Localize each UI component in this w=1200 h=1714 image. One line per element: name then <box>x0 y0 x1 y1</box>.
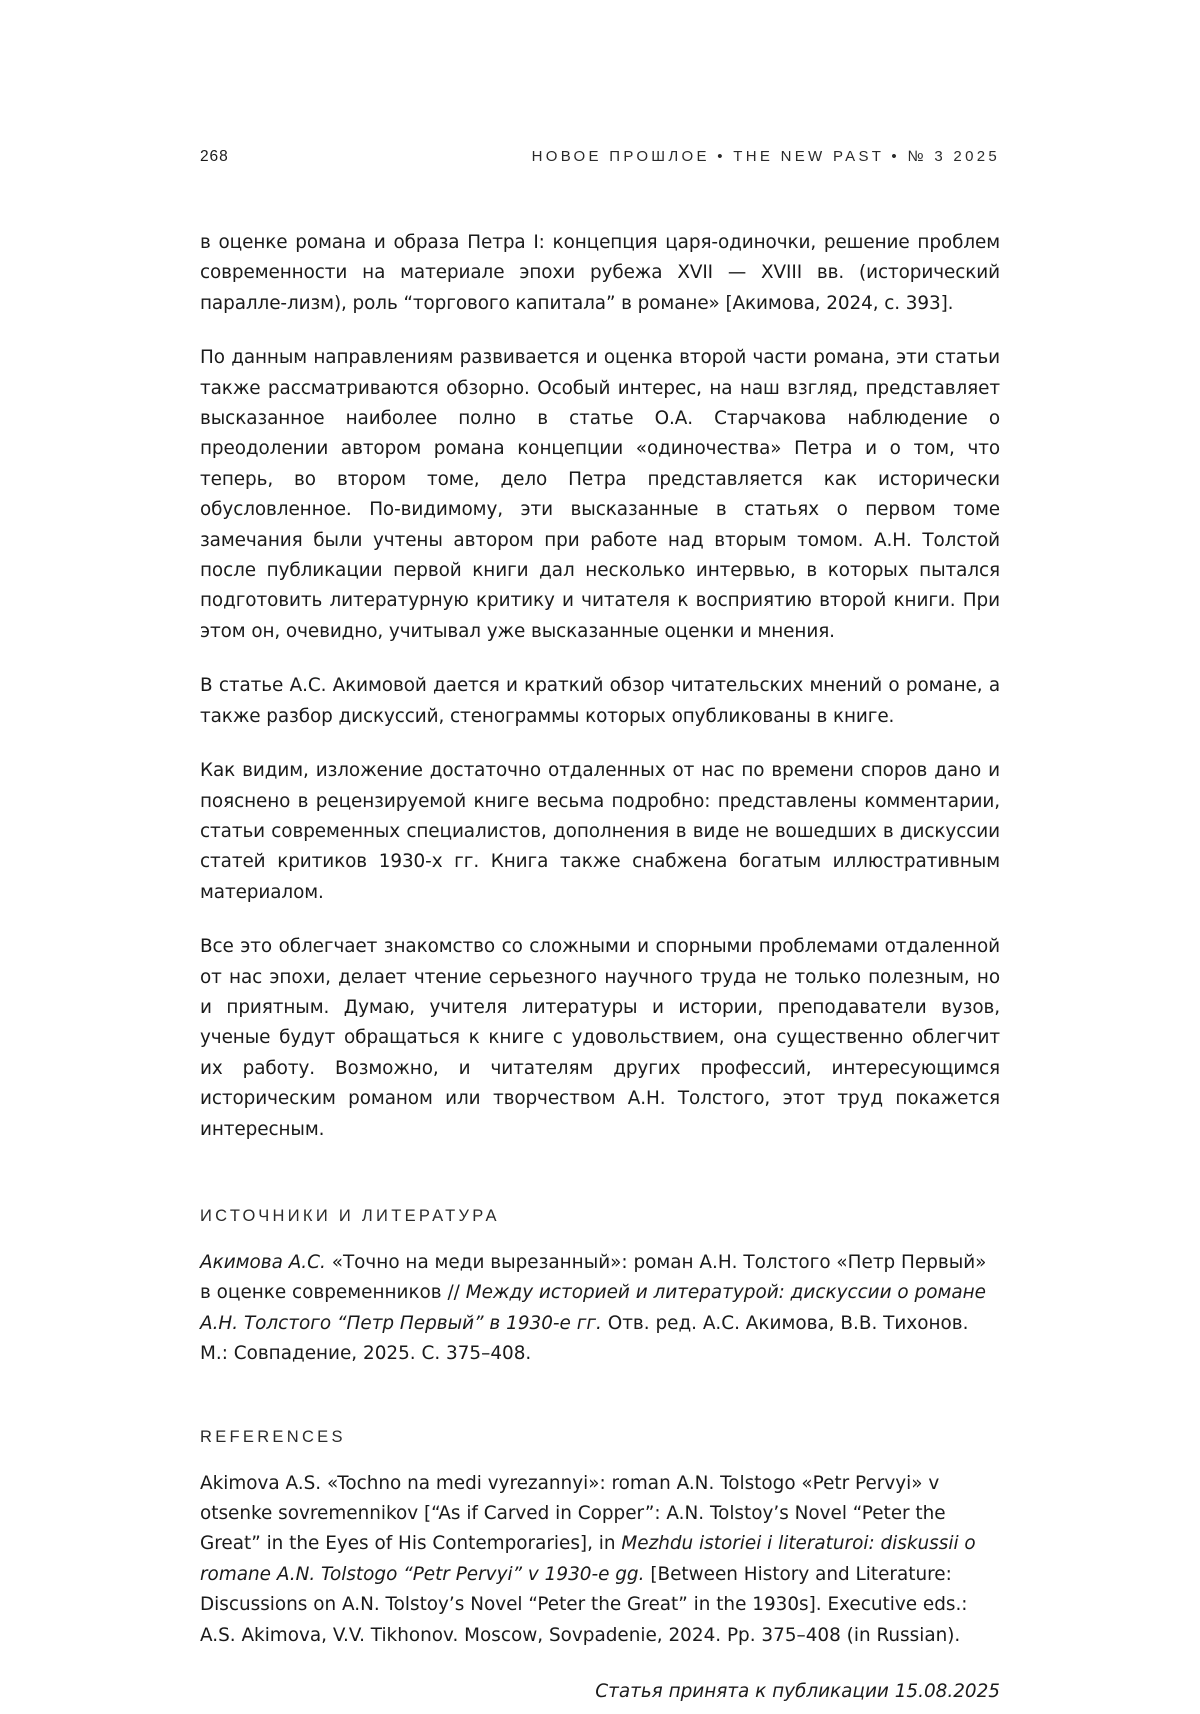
sources-entry <box>200 1248 1000 1370</box>
sources-entry-author: Акимова А.С. <box>200 1251 326 1273</box>
running-title: НОВОЕ ПРОШЛОЕ • THE NEW PAST • № 3 2025 <box>531 148 1000 165</box>
page-content <box>200 228 1000 1707</box>
body-paragraph-4: Как видим, изложение достаточно отдаленных от нас по времени споров дано и пояснено в рецензируемой книге весьма подробно: представлены комментарии, статьи современных специалистов, дополнения в виде не вошедших в дискуссии статей критиков 1930-х гг. Книга также снабжена богатым иллюстративным материалом. <box>200 760 1000 903</box>
sources-heading: ИСТОЧНИКИ И ЛИТЕРАТУРА <box>200 1206 500 1225</box>
sources-entry-tail: Отв. ред. А.С. Акимова, В.В. Тихонов. М.: Совпадение, 2025. С. 375–408. <box>200 1312 969 1365</box>
references-heading: REFERENCES <box>200 1427 346 1446</box>
references-entry-tail: [Between History and Literature: Discussions on A.N. Tolstoy’s Novel “Peter the Great” in the 1930s]. Executive eds.: A.S. Akimova, V.V. Tikhonov. Moscow, Sovpadenie, 2024. Pp. 375–408 (in Russian). <box>200 1563 968 1646</box>
body-paragraph-2: По данным направлениям развивается и оценка второй части романа, эти статьи также рассматриваются обзорно. Особый интерес, на наш взгляд, представляет высказанное наиболее полно в статье О.А. Старчакова наблюдение о преодолении автором романа концепции «одиночества» Петра и о том, что теперь, во втором томе, дело Петра представляется как исторически обусловленное. По-видимому, эти высказанные в статьях о первом томе замечания были учтены автором при работе над вторым томом. А.Н. Толстой после публикации первой книги дал несколько интервью, в которых пытался подготовить литературную критику и читателя к восприятию второй книги. При этом он, очевидно, учитывал уже высказанные оценки и мнения. <box>200 347 1000 642</box>
sources-entry-source: Между историей и литературой: дискуссии о романе А.Н. Толстого “Петр Первый” в 1930-е гг. <box>200 1282 986 1334</box>
body-paragraph-1: в оценке романа и образа Петра I: концепция царя-одиночки, решение проблем современности на материале эпохи рубежа XVII — XVIII вв. (исторический паралле-лизм), роль “торгового капитала” в романе» [Акимова, 2024, с. 393]. <box>200 232 1000 314</box>
references-entry-lead: Akimova A.S. «Tochno na medi vyrezannyi»: roman A.N. Tolstogo «Petr Pervyi» v otsenke sovremennikov [“As if Carved in Copper”: A.N. Tolstoy’s Novel “Peter the Great” in the Eyes of His Contemporaries], in <box>200 1472 946 1555</box>
body-paragraph-3: В статье А.С. Акимовой дается и краткий обзор читательских мнений о романе, а также разбор дискуссий, стенограммы которых опубликованы в книге. <box>200 675 1000 727</box>
accepted-note: Статья принята к публикации 15.08.2025 <box>595 1681 1000 1703</box>
references-entry-source: Mezhdu istoriei i literaturoi: diskussii o romane A.N. Tolstogo “Petr Pervyi” v 1930-e gg. <box>200 1533 976 1585</box>
page-number: 268 <box>200 148 229 165</box>
sources-entry-title: «Точно на меди вырезанный»: роман А.Н. Толстого «Петр Первый» в оценке современников // <box>200 1251 987 1304</box>
body-paragraph-5: Все это облегчает знакомство со сложными и спорными проблемами отдаленной от нас эпохи, делает чтение серьезного научного труда не только полезным, но и приятным. Думаю, учителя литературы и истории, преподаватели вузов, ученые будут обращаться к книге с удовольствием, она существенно облегчит их работу. Возможно, и читателям других профессий, интересующимся историческим романом или творчеством А.Н. Толстого, этот труд покажется интересным. <box>200 936 1000 1140</box>
page-header <box>200 148 1000 170</box>
references-entry <box>200 1469 1000 1651</box>
